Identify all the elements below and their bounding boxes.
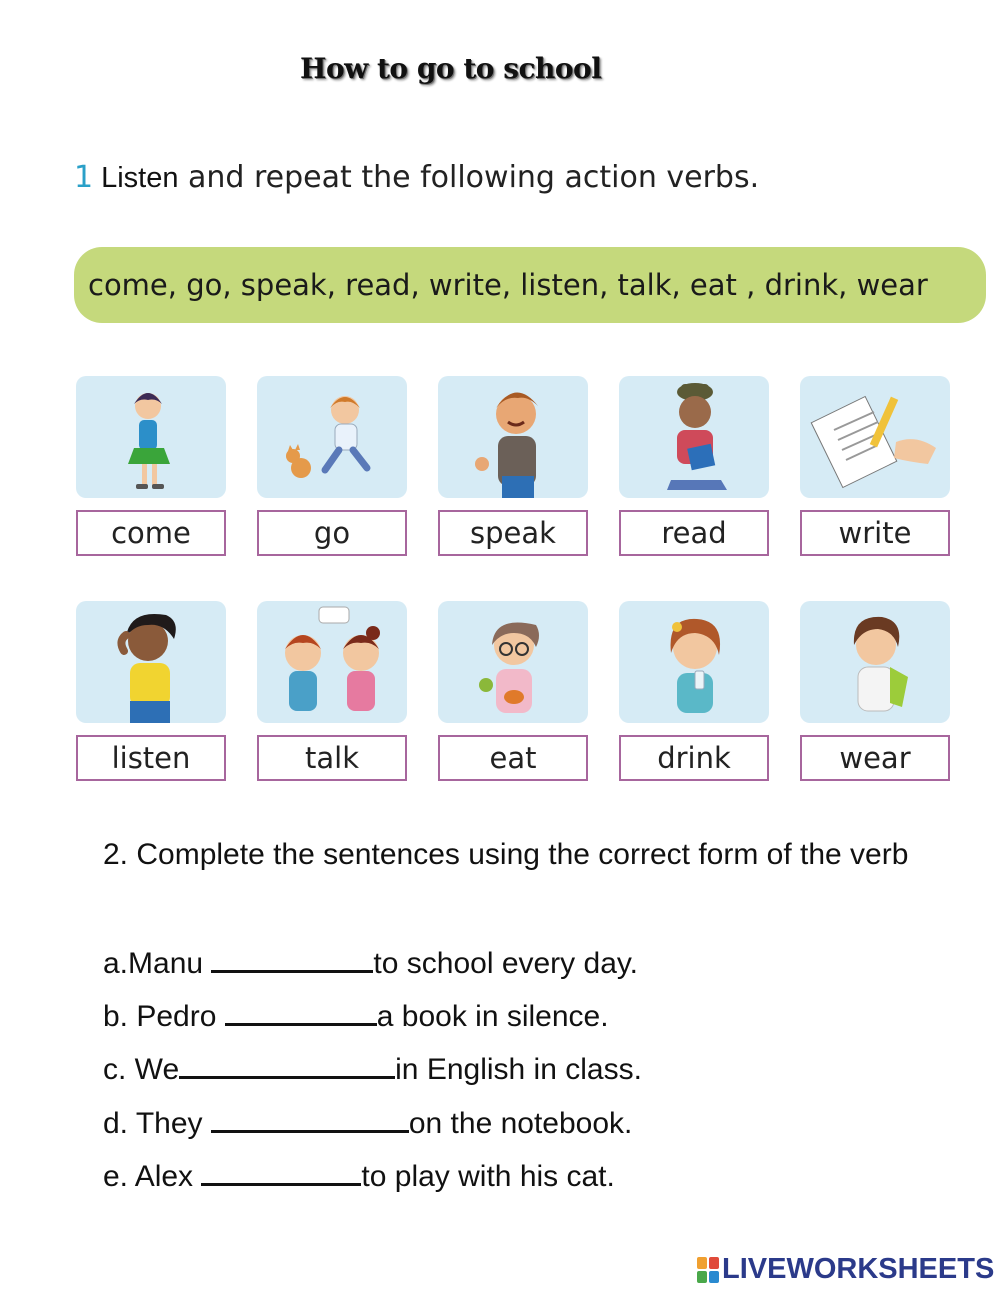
verb-card-read (619, 376, 769, 556)
sentence-text-before: c. We (103, 1053, 180, 1086)
verb-card-talk (257, 601, 407, 781)
liveworksheets-logo[interactable] (697, 1253, 994, 1286)
verb-label[interactable]: listen (76, 735, 226, 781)
sentence-text-after: to school every day. (373, 947, 638, 980)
hand-writing-icon (800, 376, 950, 498)
sentence-text-before: a.Manu (103, 947, 212, 980)
page-title: How to go to school (300, 52, 602, 85)
verb-label[interactable]: go (257, 510, 407, 556)
logo-grid-icon (697, 1257, 719, 1283)
verb-list-text: come, go, speak, read, write, listen, talk, eat , drink, wear (88, 268, 928, 302)
girl-drinking-icon (619, 601, 769, 723)
sentence-text-after: in English in class. (395, 1053, 642, 1086)
verb-label[interactable]: read (619, 510, 769, 556)
verb-label[interactable]: come (76, 510, 226, 556)
answer-blank[interactable] (211, 946, 373, 973)
verb-card-speak (438, 376, 588, 556)
sentence-d (103, 1106, 632, 1141)
answer-blank[interactable] (179, 1052, 395, 1079)
listen-word: Listen (101, 162, 179, 194)
sentence-e (103, 1159, 615, 1194)
sentence-text-after: a book in silence. (376, 1000, 609, 1033)
verb-card-listen (76, 601, 226, 781)
sentence-text-before: e. Alex (103, 1160, 202, 1193)
verb-card-drink (619, 601, 769, 781)
children-talking-icon (257, 601, 407, 723)
girl-eating-icon (438, 601, 588, 723)
exercise-1-number: 1 (74, 160, 94, 195)
sentence-b (103, 999, 609, 1034)
answer-blank[interactable] (225, 999, 377, 1026)
verb-label[interactable]: drink (619, 735, 769, 781)
verb-card-eat (438, 601, 588, 781)
verb-card-write (800, 376, 950, 556)
boy-listening-icon (76, 601, 226, 723)
sentence-c (103, 1052, 642, 1087)
sentence-a (103, 946, 638, 981)
answer-blank[interactable] (201, 1159, 361, 1186)
verb-label[interactable]: speak (438, 510, 588, 556)
child-reading-book-icon (619, 376, 769, 498)
answer-blank[interactable] (211, 1106, 409, 1133)
sentence-text-after: to play with his cat. (361, 1160, 615, 1193)
exercise-1-instruction (74, 160, 759, 195)
verb-card-go (257, 376, 407, 556)
verb-label[interactable]: talk (257, 735, 407, 781)
sentence-text-before: b. Pedro (103, 1000, 225, 1033)
exercise-1-text: and repeat the following action verbs. (188, 160, 760, 195)
girl-walking-icon (76, 376, 226, 498)
boy-wearing-jacket-icon (800, 601, 950, 723)
verb-card-wear (800, 601, 950, 781)
verb-label[interactable]: wear (800, 735, 950, 781)
sentence-text-before: d. They (103, 1107, 211, 1140)
exercise-2-instruction: 2. Complete the sentences using the correct form of the verb (103, 838, 909, 871)
verb-card-come (76, 376, 226, 556)
verb-list-banner (74, 247, 986, 323)
brand-name: LIVEWORKSHEETS (722, 1253, 995, 1285)
verb-label[interactable]: write (800, 510, 950, 556)
sentence-text-after: on the notebook. (408, 1107, 633, 1140)
verb-label[interactable]: eat (438, 735, 588, 781)
boy-running-with-cat-icon (257, 376, 407, 498)
boy-speaking-icon (438, 376, 588, 498)
